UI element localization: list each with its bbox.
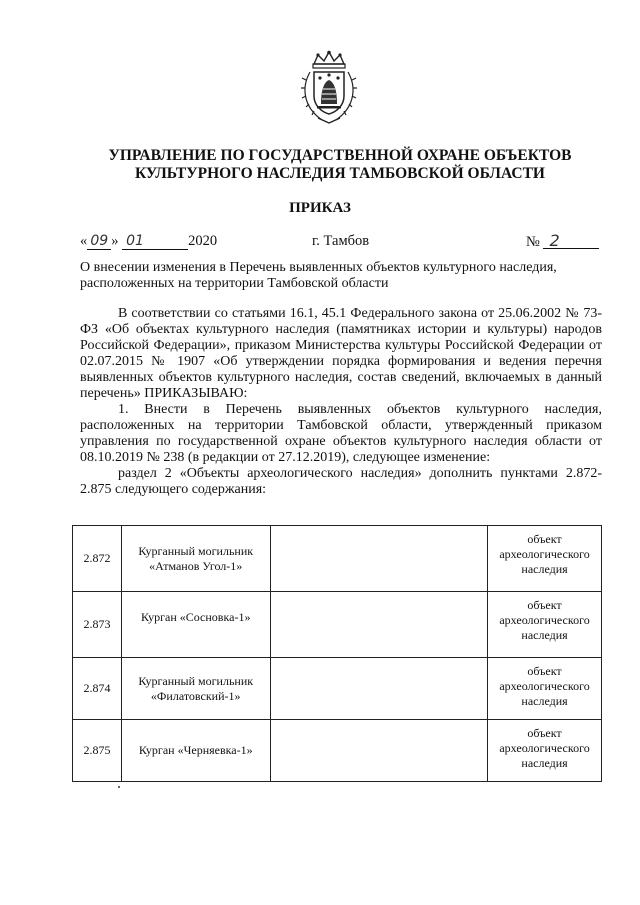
row-name-line2: «Атманов Угол-1» xyxy=(149,558,243,573)
date-month: 01 xyxy=(122,234,188,250)
number-value: 2 xyxy=(543,233,599,249)
row-name-line2: «Филатовский-1» xyxy=(150,688,241,703)
coat-of-arms-emblem-icon xyxy=(300,50,358,126)
row-category-line3: наследия xyxy=(521,628,568,642)
row-name-line1: Курган «Черняевка-1» xyxy=(138,743,253,757)
document-type-title: ПРИКАЗ xyxy=(289,200,351,216)
body-paragraph-preamble: В соответствии со статьями 16.1, 45.1 Федерального закона от 25.06.2002 № 73-ФЗ «Об объектах культурного наследия (памятниках истории и культуры) народов Российской Федерации», приказом Министерства культуры Российской Федерации от 02.07.2015 № 1907 «Об утверждении порядка формирования и ведения перечня выявленных объектов культурного наследия, состав сведений, включаемых в данный перечень» ПРИКАЗЫВАЮ: xyxy=(80,306,602,401)
row-category xyxy=(488,720,602,782)
row-number: 2.875 xyxy=(73,720,122,782)
table-row xyxy=(73,658,602,720)
table-row xyxy=(73,592,602,658)
row-number: 2.874 xyxy=(73,658,122,720)
row-category-line1: объект xyxy=(527,726,562,740)
date-quote-close: » xyxy=(111,233,119,249)
scan-speck xyxy=(118,786,120,788)
row-category-line3: наследия xyxy=(521,694,568,708)
row-category-line2: археологического xyxy=(499,547,590,561)
table-row xyxy=(73,720,602,782)
row-category xyxy=(488,592,602,658)
order-body xyxy=(80,306,602,498)
subject-line2: расположенных на территории Тамбовской области xyxy=(80,276,389,291)
row-category-line3: наследия xyxy=(521,562,568,576)
row-name-line1: Курганный могильник xyxy=(138,543,254,558)
row-object-name xyxy=(121,720,270,782)
row-category-line2: археологического xyxy=(499,679,590,693)
row-location xyxy=(270,526,488,592)
agency-heading xyxy=(60,147,620,183)
row-location xyxy=(270,720,488,782)
row-object-name xyxy=(121,526,270,592)
row-category-line3: наследия xyxy=(521,756,568,770)
row-number: 2.872 xyxy=(73,526,122,592)
row-object-name xyxy=(121,658,270,720)
row-category xyxy=(488,658,602,720)
row-category-line1: объект xyxy=(527,598,562,612)
order-date xyxy=(80,233,217,250)
row-location xyxy=(270,658,488,720)
row-category-line2: археологического xyxy=(499,613,590,627)
number-sign: № xyxy=(526,234,540,250)
subject-line1: О внесении изменения в Перечень выявленных объектов культурного наследия, xyxy=(80,260,557,275)
row-object-name xyxy=(121,592,270,658)
row-category-line2: археологического xyxy=(499,741,590,755)
body-paragraph-section: раздел 2 «Объекты археологического наследия» дополнить пунктами 2.872-2.875 следующего содержания: xyxy=(80,466,602,497)
row-number: 2.873 xyxy=(73,592,122,658)
agency-heading-line1: УПРАВЛЕНИЕ ПО ГОСУДАРСТВЕННОЙ ОХРАНЕ ОБЪЕКТОВ xyxy=(108,147,572,164)
table-row xyxy=(73,526,602,592)
agency-heading-line2: КУЛЬТУРНОГО НАСЛЕДИЯ ТАМБОВСКОЙ ОБЛАСТИ xyxy=(135,165,545,182)
order-city: г. Тамбов xyxy=(312,233,370,249)
row-name-line1: Курганный могильник xyxy=(138,673,254,688)
date-quote-open: « xyxy=(80,233,88,249)
row-category-line1: объект xyxy=(527,664,562,678)
date-year: 2020 xyxy=(188,233,218,249)
order-subject xyxy=(80,260,602,292)
date-day: 09 xyxy=(87,234,111,250)
body-paragraph-item1: 1. Внести в Перечень выявленных объектов культурного наследия, расположенных на территории Тамбовской области, утвержденный приказом управления по государственной охране объектов культурного наследия области от 08.10.2019 № 238 (в редакции от 27.12.2019), следующее изменение: xyxy=(80,402,602,465)
row-category xyxy=(488,526,602,592)
row-category-line1: объект xyxy=(527,532,562,546)
row-name-line1: Курган «Сосновка-1» xyxy=(140,610,251,624)
order-meta-row xyxy=(80,233,602,255)
order-number xyxy=(526,233,599,251)
objects-table xyxy=(72,525,602,782)
row-location xyxy=(270,592,488,658)
